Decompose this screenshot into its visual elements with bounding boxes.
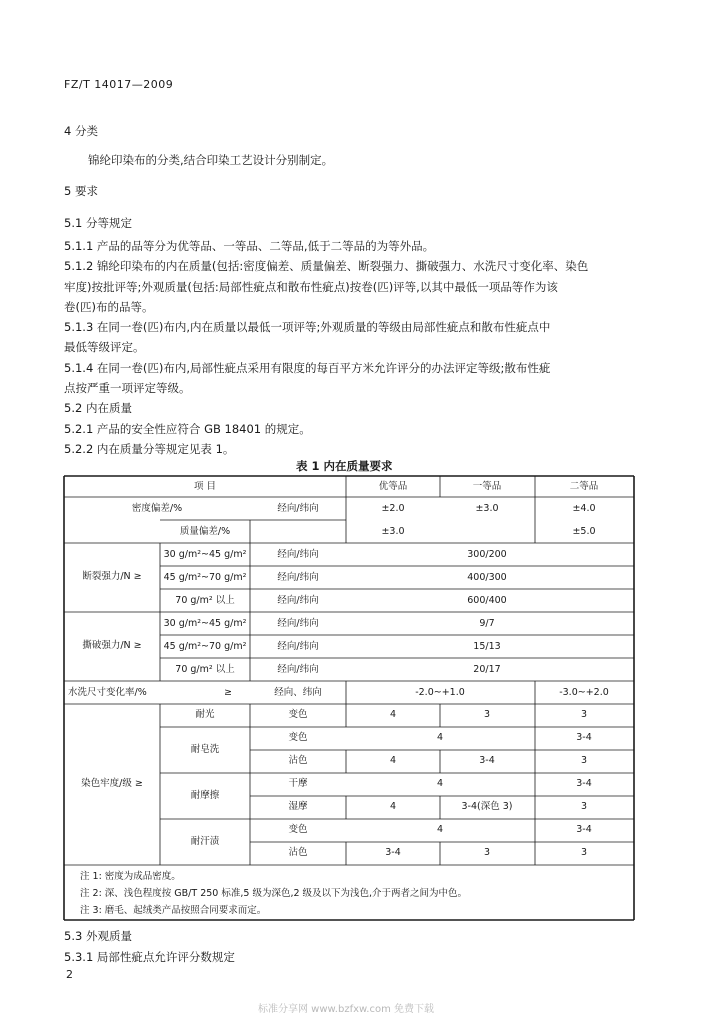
breaking-value-1: 300/200	[467, 549, 507, 560]
wash-change-second: -3.0~+2.0	[559, 687, 609, 698]
breaking-strength-label: 断裂强力/N ≥	[82, 571, 142, 582]
fastness-soap-stain-premium: 4	[389, 755, 397, 766]
table-note-2: 注 2: 深、浅色程度按 GB/T 250 标准,5 级为深色,2 级及以下为浅色,介于两者之间为中色。	[80, 888, 468, 899]
section-5-3-title: 5.3 外观质量	[64, 929, 132, 943]
clause-5-1-4-line1: 5.1.4 在同一卷(匹)布内,局部性疵点采用有限度的每百平方米允许评分的办法评定等级;散布性疵	[64, 361, 551, 375]
fastness-rub-dry-sub: 干摩	[288, 778, 308, 789]
fastness-sweat-stain-sub: 沾色	[288, 847, 308, 858]
clause-5-1-2-line3: 卷(匹)布的品等。	[64, 300, 154, 314]
fastness-rub-dry-premium-first: 4	[436, 778, 444, 789]
fastness-light-premium: 4	[389, 709, 397, 720]
fastness-soap-name: 耐皂洗	[190, 744, 220, 755]
clause-5-1-2-line2: 牢度)按批评等;外观质量(包括:局部性疵点和散布性疵点)按卷(匹)评等,以其中最低一项品等作为该	[64, 280, 558, 294]
fastness-sweat-change-second: 3-4	[576, 824, 592, 835]
fastness-sweat-stain-first: 3	[483, 847, 491, 858]
table-head-item: 项 目	[193, 481, 217, 492]
wash-change-direction: 经向、纬向	[274, 687, 322, 698]
section-4-title: 4 分类	[64, 124, 98, 138]
fastness-rub-dry-second: 3-4	[576, 778, 592, 789]
fastness-sweat-stain-premium: 3-4	[385, 847, 401, 858]
wash-change-label: 水洗尺寸变化率/%	[68, 687, 147, 698]
breaking-range-2: 45 g/m²~70 g/m²	[163, 572, 247, 583]
fastness-soap-change-premium-first: 4	[436, 732, 444, 743]
fastness-light-sub: 变色	[288, 709, 308, 720]
breaking-value-2: 400/300	[467, 572, 507, 583]
table-head-grade-second: 二等品	[569, 481, 599, 492]
fastness-rub-wet-second: 3	[580, 801, 588, 812]
table-caption: 表 1 内在质量要求	[296, 459, 393, 473]
clause-5-2-1: 5.2.1 产品的安全性应符合 GB 18401 的规定。	[64, 422, 311, 436]
mass-premium-first: ±3.0	[381, 526, 405, 537]
tear-dir-2: 经向/纬向	[277, 641, 319, 652]
fastness-soap-stain-second: 3	[580, 755, 588, 766]
fastness-soap-change-sub: 变色	[288, 732, 308, 743]
breaking-range-3: 70 g/m² 以上	[175, 595, 235, 606]
section-5-2-title: 5.2 内在质量	[64, 401, 132, 415]
density-deviation-label: 密度偏差/%	[131, 503, 183, 514]
table-head-grade-premium: 优等品	[378, 481, 408, 492]
density-second: ±4.0	[572, 503, 596, 514]
section-4-text: 锦纶印染布的分类,结合印染工艺设计分别制定。	[88, 153, 334, 167]
watermark: 标准分享网 www.bzfxw.com 免费下载	[258, 1004, 434, 1015]
table-note-1: 注 1: 密度为成品密度。	[80, 871, 181, 882]
clause-5-1-3-line1: 5.1.3 在同一卷(匹)布内,内在质量以最低一项评等;外观质量的等级由局部性疵点和散布性疵点中	[64, 320, 551, 334]
section-5-1-title: 5.1 分等规定	[64, 216, 132, 230]
breaking-dir-2: 经向/纬向	[277, 572, 319, 583]
fastness-light-first: 3	[483, 709, 491, 720]
fastness-soap-stain-sub: 沾色	[288, 755, 308, 766]
clause-5-1-3-line2: 最低等级评定。	[64, 340, 145, 354]
wash-change-premium-first: -2.0~+1.0	[415, 687, 465, 698]
clause-5-2-2: 5.2.2 内在质量分等规定见表 1。	[64, 442, 235, 456]
mass-deviation-label: 质量偏差/%	[179, 526, 231, 537]
fastness-rub-name: 耐摩擦	[190, 790, 220, 801]
density-direction: 经向/纬向	[277, 503, 319, 514]
mass-second: ±5.0	[572, 526, 596, 537]
tear-value-1: 9/7	[479, 618, 495, 629]
fastness-light-name: 耐光	[195, 709, 215, 720]
fastness-soap-stain-first: 3-4	[479, 755, 495, 766]
tear-strength-label: 撕破强力/N ≥	[82, 640, 142, 651]
fastness-soap-change-second: 3-4	[576, 732, 592, 743]
fastness-sweat-name: 耐汗渍	[190, 836, 220, 847]
breaking-dir-1: 经向/纬向	[277, 549, 319, 560]
clause-5-1-1: 5.1.1 产品的品等分为优等品、一等品、二等品,低于二等品的为等外品。	[64, 239, 435, 253]
fastness-light-second: 3	[580, 709, 588, 720]
breaking-range-1: 30 g/m²~45 g/m²	[163, 549, 247, 560]
density-first: ±3.0	[475, 503, 499, 514]
breaking-dir-3: 经向/纬向	[277, 595, 319, 606]
fastness-rub-wet-sub: 湿摩	[288, 801, 308, 812]
tear-dir-1: 经向/纬向	[277, 618, 319, 629]
fastness-sweat-change-premium-first: 4	[436, 824, 444, 835]
tear-range-2: 45 g/m²~70 g/m²	[163, 641, 247, 652]
tear-dir-3: 经向/纬向	[277, 664, 319, 675]
tear-value-2: 15/13	[473, 641, 501, 652]
tear-range-3: 70 g/m² 以上	[175, 664, 235, 675]
fastness-rub-wet-premium: 4	[389, 801, 397, 812]
section-5-title: 5 要求	[64, 184, 98, 198]
clause-5-1-4-line2: 点按严重一项评定等级。	[64, 381, 191, 395]
standard-code: FZ/T 14017—2009	[64, 78, 174, 91]
wash-change-ge: ≥	[224, 687, 232, 698]
tear-value-3: 20/17	[473, 664, 501, 675]
fastness-rub-wet-first: 3-4(深色 3)	[461, 801, 513, 812]
page-number: 2	[66, 968, 73, 981]
colour-fastness-label: 染色牢度/级 ≥	[81, 778, 143, 789]
table-head-grade-first: 一等品	[472, 481, 502, 492]
fastness-sweat-change-sub: 变色	[288, 824, 308, 835]
breaking-value-3: 600/400	[467, 595, 507, 606]
tear-range-1: 30 g/m²~45 g/m²	[163, 618, 247, 629]
clause-5-1-2-line1: 5.1.2 锦纶印染布的内在质量(包括:密度偏差、质量偏差、断裂强力、撕破强力、水洗尺寸变化率、染色	[64, 259, 589, 273]
clause-5-3-1: 5.3.1 局部性疵点允许评分数规定	[64, 950, 235, 964]
fastness-sweat-stain-second: 3	[580, 847, 588, 858]
table-note-3: 注 3: 磨毛、起绒类产品按照合同要求而定。	[80, 905, 267, 916]
density-premium: ±2.0	[381, 503, 405, 514]
